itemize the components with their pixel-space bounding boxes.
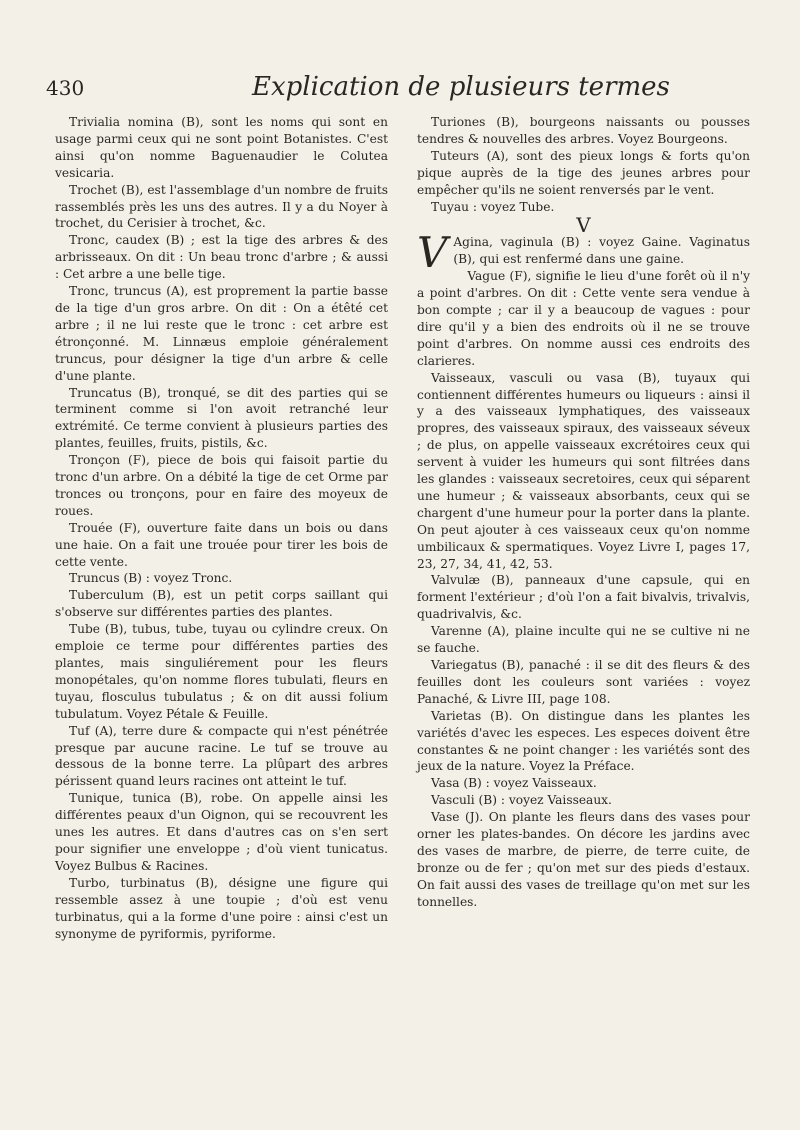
right-column	[417, 114, 750, 911]
drop-cap-letter: V	[417, 228, 448, 278]
glossary-entry: Tuf (A), terre dure & compacte qui n'est pénétrée presque par aucune racine. Le tuf se trouve au dessous de la bonne terre. La plûpart des arbres périssent quand leurs racines ont atteint le tuf.	[55, 723, 388, 789]
glossary-entry: Vaisseaux, vasculi ou vasa (B), tuyaux qui contiennent différentes humeurs ou liqueurs : ainsi il y a des vaisseaux lymphatiques, des vaisseaux propres, des vaisseaux spiraux, des vaisseaux séveux ; de plus, on appelle vaisseaux excrétoires ceux qui servent à vuider les humeurs qui sont filtrées dans les glandes : vaisseaux secretoires, ceux qui séparent une humeur ; & vaisseaux absorbants, ceux qui se chargent d'une humeur pour la porter dans la plante. On peut ajouter à ces vaisseaux ceux qu'on nomme umbilicaux & spermatiques. Voyez Livre I, pages 17, 23, 27, 34, 41, 42, 53.	[417, 370, 750, 571]
glossary-entry: Tube (B), tubus, tube, tuyau ou cylindre creux. On emploie ce terme pour différentes parties des plantes, mais singuliérement pour les fleurs monopétales, qu'on nomme flores tubulati, fleurs en tuyau, flosculus tubulatus ; & on dit aussi folium tubulatum. Voyez Pétale & Feuille.	[55, 622, 388, 721]
glossary-entry: Vague (F), signifie le lieu d'une forêt où il n'y a point d'arbres. On dit : Cette vente sera vendue à bon compte ; car il y a beaucoup de vagues : pour dire qu'il y a bien des endroits où il ne se trouve point d'arbres. On nomme aussi ces endroits des clarieres.	[417, 269, 750, 368]
section-letter: V	[576, 213, 591, 238]
glossary-entry-dropcap	[417, 228, 750, 278]
glossary-entry: Turiones (B), bourgeons naissants ou pousses tendres & nouvelles des arbres. Voyez Bourgeons.	[417, 115, 750, 146]
glossary-entry: Vase (J). On plante les fleurs dans des vases pour orner les plates-bandes. On décore les jardins avec des vases de marbre, de pierre, de terre cuite, de bronze ou de fer ; qu'on met sur des pieds d'estaux. On fait aussi des vases de treillage qu'on met sur les tonnelles.	[417, 810, 750, 909]
glossary-entry: Vasculi (B) : voyez Vaisseaux.	[431, 793, 612, 808]
glossary-entry: Trouée (F), ouverture faite dans un bois ou dans une haie. On a fait une trouée pour tirer les bois de cette vente.	[55, 520, 388, 569]
glossary-entry: Variegatus (B), panaché : il se dit des fleurs & des feuilles dont les couleurs sont variées : voyez Panaché, & Livre III, page 108.	[417, 658, 750, 706]
glossary-entry: Tronçon (F), piece de bois qui faisoit partie du tronc d'un arbre. On a débité la tige de cet Orme par tronces ou tronçons, pour en faire des moyeux de roues.	[55, 453, 388, 518]
glossary-entry: Vasa (B) : voyez Vaisseaux.	[431, 776, 597, 791]
left-column	[55, 114, 388, 942]
glossary-entry: Tuberculum (B), est un petit corps saillant qui s'observe sur différentes parties des plantes.	[55, 588, 388, 620]
glossary-entry: Tronc, caudex (B) ; est la tige des arbres & des arbrisseaux. On dit : Un beau tronc d'arbre ; & aussi : Cet arbre a une belle tige.	[55, 233, 388, 282]
glossary-entry: Tuteurs (A), sont des pieux longs & forts qu'on pique auprès de la tige des jeunes arbres pour empêcher qu'ils ne soient renversés par le vent.	[417, 148, 750, 197]
page-header	[46, 72, 766, 112]
running-title: Explication de plusieurs termes	[252, 72, 670, 102]
glossary-entry: Tronc, truncus (A), est proprement la partie basse de la tige d'un gros arbre. On dit : On a étêté cet arbre ; il ne lui reste que le tronc : cet arbre est étronçonné. M. Linnæus emploie généralement truncus, pour désigner la tige d'un arbre & celle d'une plante.	[55, 284, 388, 383]
dropcap-entry-text: Agina, vaginula (B) : voyez Gaine. Vaginatus (B), qui est renfermé dans une gaine.	[453, 235, 750, 267]
glossary-entry: Turbo, turbinatus (B), désigne une figure qui ressemble assez à une toupie ; d'où est venu turbinatus, qui a la forme d'une poire : ainsi c'est un synonyme de pyriformis, pyriforme.	[55, 875, 388, 941]
glossary-entry: Varietas (B). On distingue dans les plantes les variétés d'avec les especes. Les especes doivent être constantes & ne point changer : les variétés sont des jeux de la nature. Voyez la Préface.	[417, 708, 750, 774]
glossary-entry: Tuyau : voyez Tube.	[431, 199, 555, 214]
glossary-entry: Tunique, tunica (B), robe. On appelle ainsi les différentes peaux d'un Oignon, qui se recouvrent les unes les autres. Et dans d'autres cas on s'en sert pour signifier une enveloppe ; d'où vient tunicatus. Voyez Bulbus & Racines.	[55, 791, 388, 873]
glossary-entry: Truncatus (B), tronqué, se dit des parties qui se terminent comme si l'on avoit retranché leur extrémité. Ce terme convient à plusieurs parties des plantes, feuilles, fruits, pistils, &c.	[55, 385, 388, 451]
glossary-entry: Trivialia nomina (B), sont les noms qui sont en usage parmi ceux qui ne sont point Botanistes. C'est ainsi qu'on nomme Baguenaudier le Colutea vesicaria.	[55, 115, 388, 180]
glossary-entry: Varenne (A), plaine inculte qui ne se cultive ni ne se fauche.	[417, 624, 750, 656]
glossary-entry: Truncus (B) : voyez Tronc.	[69, 571, 233, 586]
glossary-entry: Trochet (B), est l'assemblage d'un nombre de fruits rassemblés près les uns des autres. Il y a du Noyer à trochet, du Cerisier à trochet, &c.	[55, 182, 388, 231]
glossary-entry: Valvulæ (B), panneaux d'une capsule, qui en forment l'extérieur ; d'où l'on a fait bivalvis, trivalvis, quadrivalvis, &c.	[417, 573, 750, 622]
page-number: 430	[46, 76, 85, 100]
